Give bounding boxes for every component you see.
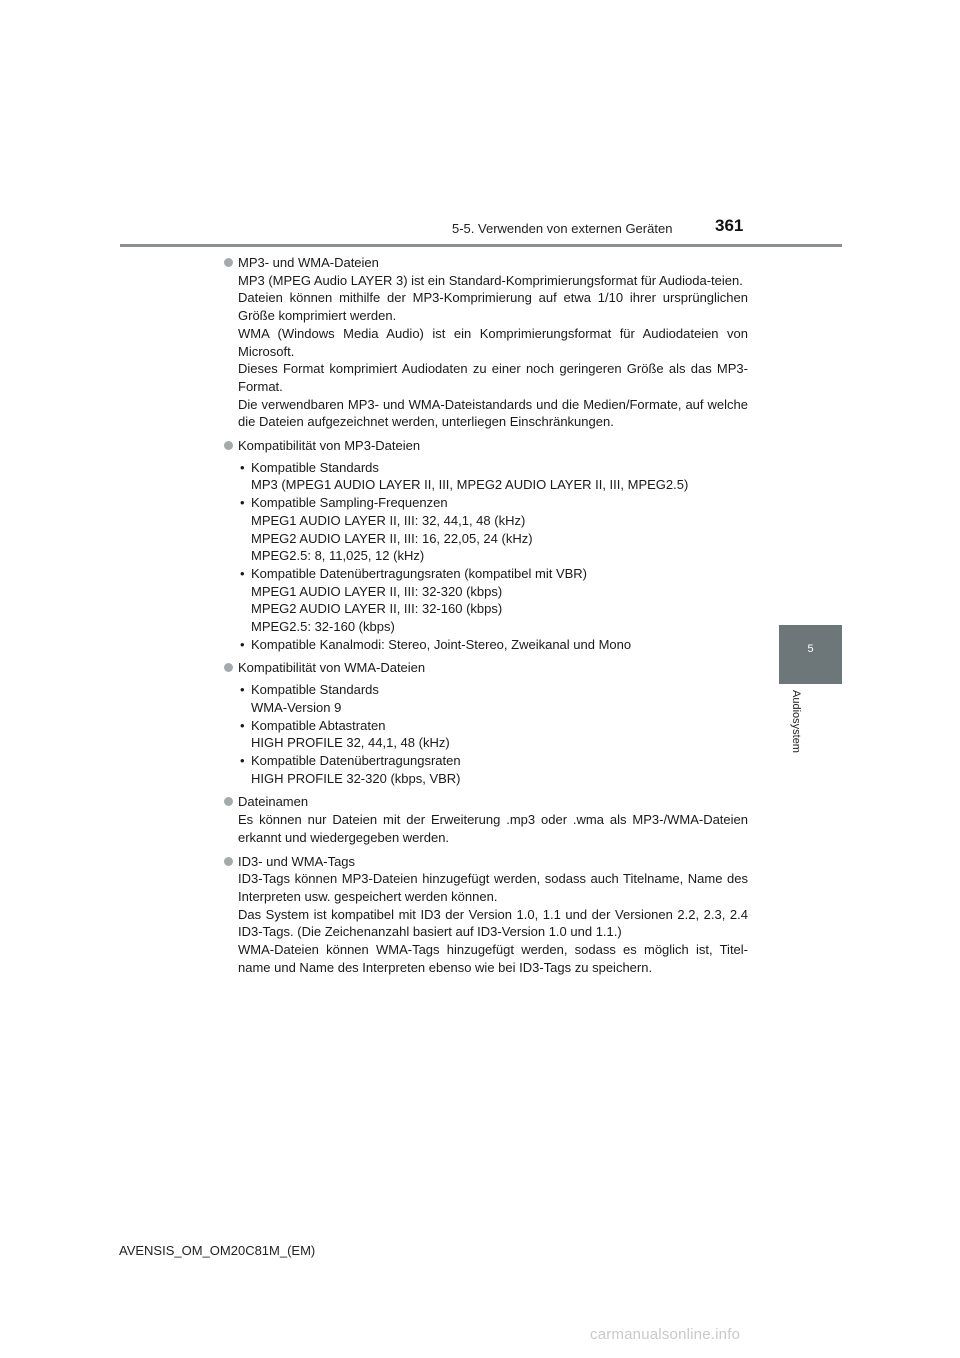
list-item-label: Kompatible Abtastraten bbox=[251, 717, 386, 733]
list-item-value: MPEG1 AUDIO LAYER II, III: 32, 44,1, 48 (kHz) bbox=[251, 512, 526, 528]
section-tags bbox=[238, 853, 748, 977]
list-item bbox=[238, 717, 748, 752]
section-title: Kompatibilität von WMA-Dateien bbox=[238, 660, 426, 676]
paragraph: WMA-Dateien können WMA-Tags hinzugefügt werden, sodass es möglich ist, Titel-name und Name des Interpreten ebenso wie bei ID3-Tags zu speichern. bbox=[238, 942, 748, 975]
list-item-value: MPEG2.5: 32-160 (kbps) bbox=[251, 619, 395, 635]
paragraph: WMA (Windows Media Audio) ist ein Komprimierungsformat für Audiodateien von Microsoft. bbox=[238, 325, 748, 359]
list-item bbox=[238, 494, 748, 565]
bullet-icon bbox=[224, 797, 233, 806]
list-dot-icon: • bbox=[240, 752, 245, 768]
list-dot-icon: • bbox=[240, 682, 245, 698]
chapter-tab-number: 5 bbox=[807, 643, 814, 655]
list-item-value: MPEG2.5: 8, 11,025, 12 (kHz) bbox=[251, 548, 425, 564]
list-item-value: MPEG1 AUDIO LAYER II, III: 32-320 (kbps) bbox=[251, 583, 503, 599]
list-dot-icon: • bbox=[240, 495, 245, 511]
page-number: 361 bbox=[715, 216, 744, 235]
spec-list bbox=[238, 459, 748, 654]
list-item bbox=[238, 636, 748, 654]
section-filenames bbox=[238, 793, 748, 846]
paragraph: Die verwendbaren MP3- und WMA-Dateistandards und die Medien/Formate, auf welche die Dateien aufgezeichnet werden, unterliegen Einschränkungen. bbox=[238, 396, 748, 430]
list-item-value: MPEG2 AUDIO LAYER II, III: 32-160 (kbps) bbox=[251, 601, 503, 617]
paragraph: Es können nur Dateien mit der Erweiterung .mp3 oder .wma als MP3-/WMA-Dateien erkannt und wiedergegeben werden. bbox=[238, 812, 748, 845]
section-title: Kompatibilität von MP3-Dateien bbox=[238, 438, 421, 454]
list-item-label: Kompatible Kanalmodi: Stereo, Joint-Stereo, Zweikanal und Mono bbox=[251, 636, 632, 652]
list-item-label: Kompatible Datenübertragungsraten bbox=[251, 752, 461, 768]
paragraph: ID3-Tags können MP3-Dateien hinzugefügt werden, sodass auch Titelname, Name des Interpreten usw. gespeichert werden können. bbox=[238, 871, 748, 904]
list-dot-icon: • bbox=[240, 565, 245, 581]
chapter-tab-label: Audiosystem bbox=[790, 690, 802, 753]
list-dot-icon: • bbox=[240, 717, 245, 733]
list-dot-icon: • bbox=[240, 459, 245, 475]
list-item-value: WMA-Version 9 bbox=[251, 699, 342, 715]
page-content bbox=[238, 254, 748, 982]
paragraph: Dateien können mithilfe der MP3-Komprimierung auf etwa 1/10 ihrer ursprünglichen Größe komprimiert werden. bbox=[238, 290, 748, 324]
section-wma-compat bbox=[238, 659, 748, 787]
section-title: MP3- und WMA-Dateien bbox=[238, 255, 379, 270]
bullet-icon bbox=[224, 857, 233, 866]
paragraph: Das System ist kompatibel mit ID3 der Version 1.0, 1.1 und der Versionen 2.2, 2.3, 2.4 ID3-Tags. (Die Zeichenanzahl basiert auf ID3-Version 1.0 und 1.1.) bbox=[238, 906, 748, 940]
list-item bbox=[238, 681, 748, 716]
list-item-value: MPEG2 AUDIO LAYER II, III: 16, 22,05, 24 (kHz) bbox=[251, 530, 533, 546]
bullet-icon bbox=[224, 258, 233, 267]
list-item bbox=[238, 459, 748, 494]
list-item bbox=[238, 565, 748, 636]
watermark: carmanualsonline.info bbox=[590, 1326, 741, 1343]
chapter-tab bbox=[779, 625, 842, 684]
section-mp3-wma bbox=[238, 254, 748, 431]
footer-document-code: AVENSIS_OM_OM20C81M_(EM) bbox=[119, 1243, 316, 1258]
bullet-icon bbox=[224, 663, 233, 672]
list-item-label: Kompatible Sampling-Frequenzen bbox=[251, 495, 448, 511]
header-divider bbox=[120, 244, 842, 247]
section-title: ID3- und WMA-Tags bbox=[238, 853, 356, 869]
bullet-icon bbox=[224, 441, 233, 450]
list-item-label: Kompatible Datenübertragungsraten (kompatibel mit VBR) bbox=[251, 565, 588, 581]
header-section-title: 5-5. Verwenden von externen Geräten bbox=[452, 221, 673, 236]
section-title: Dateinamen bbox=[238, 794, 309, 810]
paragraph: MP3 (MPEG Audio LAYER 3) ist ein Standard-Komprimierungsformat für Audioda-teien. bbox=[238, 272, 743, 288]
list-item bbox=[238, 752, 748, 787]
list-dot-icon: • bbox=[240, 636, 245, 652]
paragraph: Dieses Format komprimiert Audiodaten zu einer noch geringeren Größe als das MP3-Format. bbox=[238, 361, 748, 394]
list-item-label: Kompatible Standards bbox=[251, 682, 379, 698]
list-item-value: HIGH PROFILE 32-320 (kbps, VBR) bbox=[251, 770, 461, 786]
list-item-value: MP3 (MPEG1 AUDIO LAYER II, III, MPEG2 AUDIO LAYER II, III, MPEG2.5) bbox=[251, 477, 689, 493]
list-item-value: HIGH PROFILE 32, 44,1, 48 (kHz) bbox=[251, 735, 450, 751]
section-mp3-compat bbox=[238, 437, 748, 653]
spec-list bbox=[238, 681, 748, 787]
list-item-label: Kompatible Standards bbox=[251, 459, 379, 475]
